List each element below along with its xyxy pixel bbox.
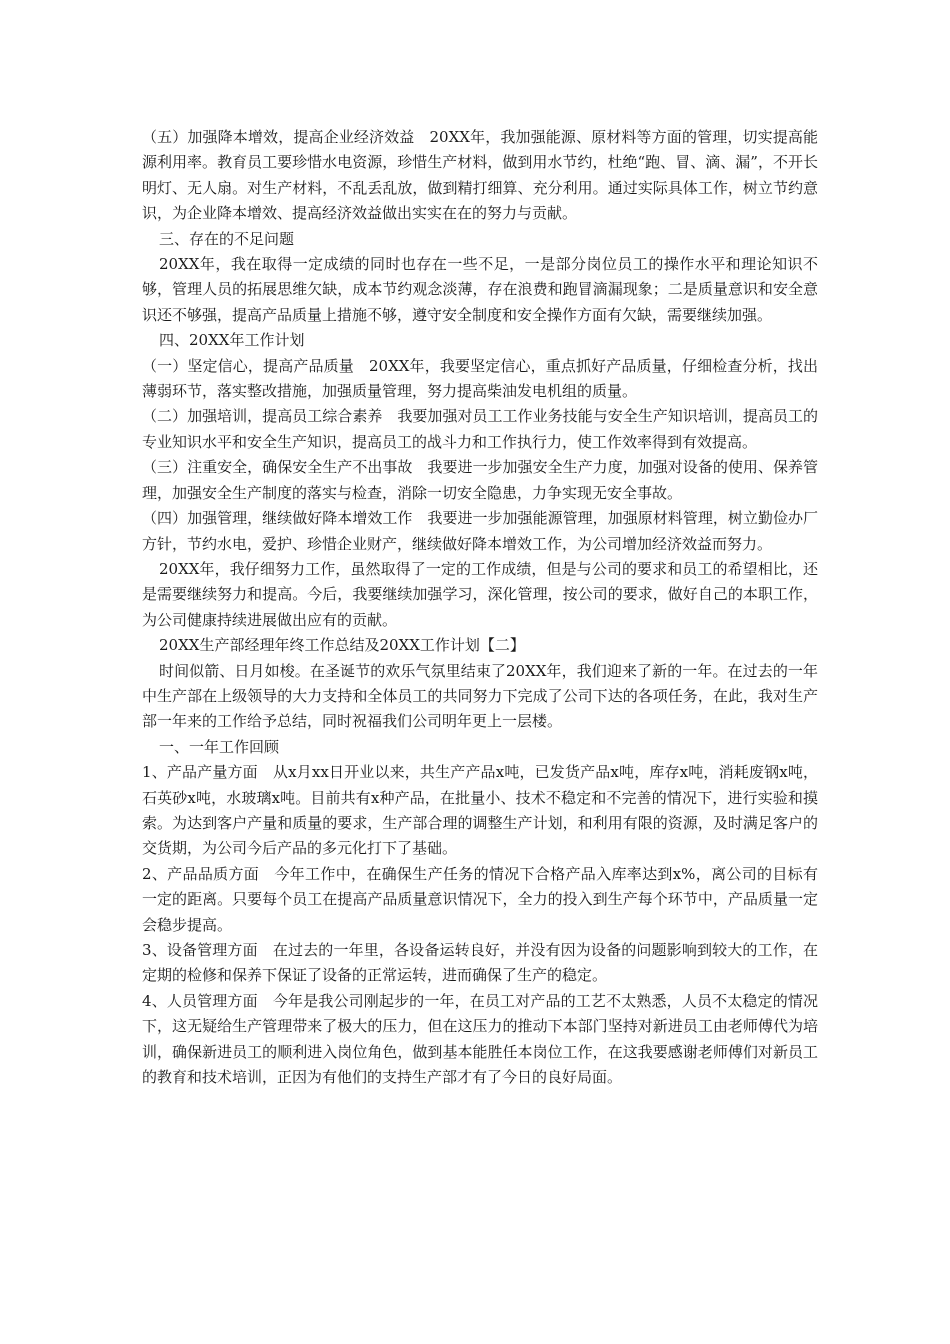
paragraph-personnel: 4、人员管理方面 今年是我公司刚起步的一年，在员工对产品的工艺不太熟悉，人员不太稳定的情况下，这无疑给生产管理带来了极大的压力，但在这压力的推动下本部门坚持对新进员工由老师傅代为培训，确保新进员工的顺利进入岗位角色，做到基本能胜任本岗位工作，在这我要感谢老师傅们对新员工的教育和技术培训，正因为有他们的支持生产部才有了今日的良好局面。 [142, 991, 818, 1087]
paragraph-plan-management: （四）加强管理，继续做好降本增效工作 我要进一步加强能源管理，加强原材料管理，树立勤俭办厂方针，节约水电，爱护、珍惜企业财产，继续做好降本增效工作，为公司增加经济效益而努力。 [142, 509, 818, 553]
heading-shortcomings: 三、存在的不足问题 [159, 229, 295, 248]
heading-work-plan: 四、20XX年工作计划 [159, 331, 305, 350]
paragraph-conclusion: 20XX年，我仔细努力工作，虽然取得了一定的工作成绩，但是与公司的要求和员工的希望相比，还是需要继续努力和提高。今后，我要继续加强学习，深化管理，按公司的要求，做好自己的本职工作，为公司健康持续进展做出应有的贡献。 [142, 559, 818, 629]
heading-year-review: 一、一年工作回顾 [159, 737, 280, 756]
paragraph-plan-quality: （一）坚定信心，提高产品质量 20XX年，我要坚定信心，重点抓好产品质量，仔细检查分析，找出薄弱环节，落实整改措施，加强质量管理，努力提高柴油发电机组的质量。 [142, 356, 818, 401]
document-body [142, 125, 818, 1090]
paragraph-quality: 2、产品品质方面 今年工作中，在确保生产任务的情况下合格产品入库率达到x%，离公司的目标有一定的距离。只要每个员工在提高产品质量意识情况下，全力的投入到生产每个环节中，产品质量一定会稳步提高。 [142, 864, 818, 934]
paragraph-energy-saving: （五）加强降本增效，提高企业经济效益 20XX年，我加强能源、原材料等方面的管理，切实提高能源利用率。教育员工要珍惜水电资源，珍惜生产材料，做到用水节约，杜绝“跑、冒、滴、漏”，不开长明灯、无人扇。对生产材料，不乱丢乱放，做到精打细算、充分利用。通过实际具体工作，树立节约意识，为企业降本增效、提高经济效益做出实实在在的努力与贡献。 [142, 128, 818, 223]
section-title-two: 20XX生产部经理年终工作总结及20XX工作计划【二】 [159, 636, 525, 655]
paragraph-shortcomings: 20XX年，我在取得一定成绩的同时也存在一些不足，一是部分岗位员工的操作水平和理论知识不够，管理人员的拓展思维欠缺，成本节约观念淡薄，存在浪费和跑冒滴漏现象；二是质量意识和安全意识还不够强，提高产品质量上措施不够，遵守安全制度和安全操作方面有欠缺，需要继续加强。 [142, 255, 818, 324]
paragraph-plan-safety: （三）注重安全，确保安全生产不出事故 我要进一步加强安全生产力度，加强对设备的使用、保养管理，加强安全生产制度的落实与检查，消除一切安全隐患，力争实现无安全事故。 [142, 458, 818, 502]
paragraph-equipment: 3、设备管理方面 在过去的一年里，各设备运转良好，并没有因为设备的问题影响到较大的工作，在定期的检修和保养下保证了设备的正常运转，进而确保了生产的稳定。 [142, 941, 818, 985]
paragraph-intro: 时间似箭、日月如梭。在圣诞节的欢乐气氛里结束了20XX年，我们迎来了新的一年。在过去的一年中生产部在上级领导的大力支持和全体员工的共同努力下完成了公司下达的各项任务，在此，我对生产部一年来的工作给予总结，同时祝福我们公司明年更上一层楼。 [142, 661, 818, 731]
paragraph-output: 1、产品产量方面 从x月xx日开业以来，共生产产品x吨，已发货产品x吨，库存x吨，消耗废钢x吨，石英砂x吨，水玻璃x吨。目前共有x种产品，在批量小、技术不稳定和不完善的情况下，进行实验和摸索。为达到客户产量和质量的要求，生产部合理的调整生产计划，和利用有限的资源，及时满足客户的交货期，为公司今后产品的多元化打下了基础。 [142, 763, 818, 858]
paragraph-plan-training: （二）加强培训，提高员工综合素养 我要加强对员工工作业务技能与安全生产知识培训，提高员工的专业知识水平和安全生产知识，提高员工的战斗力和工作执行力，使工作效率得到有效提高。 [142, 407, 818, 451]
